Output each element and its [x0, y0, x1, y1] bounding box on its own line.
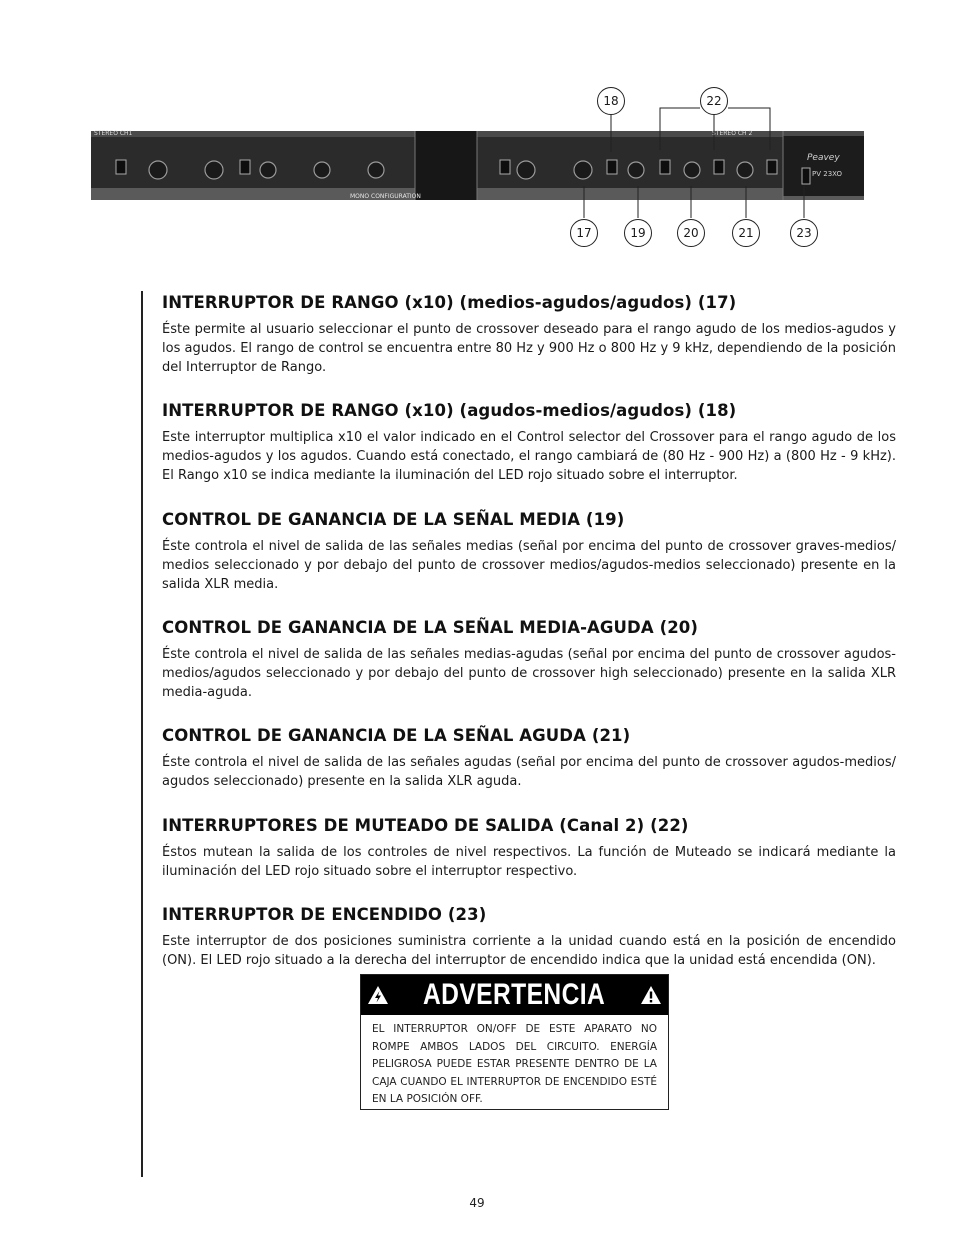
section-body: Este interruptor multiplica x10 el valor indicado en el Control selector del Crossover para el rango agudo de los medios-agudos y los agudos. Cuando está conectado, el rango cambiará de (80 Hz - 900 Hz) a (800 Hz - 9 kHz). El Rango x10 se indica mediante la iluminación del LED rojo situado sobre el interruptor.	[162, 430, 896, 483]
exclamation-warning-icon	[640, 985, 662, 1005]
warning-box	[360, 974, 669, 1110]
mute-switch-mid-high	[714, 160, 724, 174]
knob-ch2-high-level	[737, 162, 753, 178]
panel-brand-logo: Peavey	[807, 153, 840, 163]
section-heading: CONTROL DE GANANCIA DE LA SEÑAL MEDIA-AGUDA (20)	[162, 618, 699, 637]
knob-ch2-mid-high-level	[684, 162, 700, 178]
front-panel-figure	[0, 0, 954, 260]
knob-ch1-high-level	[368, 162, 384, 178]
warning-title: ADVERTENCIA	[423, 978, 606, 1011]
section-range-switch-17	[162, 293, 896, 377]
margin-rule	[141, 291, 143, 1177]
switch-ch1-x10	[240, 160, 250, 174]
section-body: Éste controla el nivel de salida de las señales medias (señal por encima del punto de crossover graves-medios/ medios seleccionado y por debajo del punto de crossover medios/agudos-medios seleccionado) presente en la salida XLR media.	[162, 539, 896, 592]
section-body: Este interruptor de dos posiciones suministra corriente a la unidad cuando está en la posición de encendido (ON). El LED rojo situado a la derecha del interruptor de encendido indica que la unidad está encendida (ON).	[162, 934, 896, 968]
section-body: Éste permite al usuario seleccionar el punto de crossover deseado para el rango agudo de los medios-agudos y los agudos. El rango de control se encuentra entre 80 Hz y 900 Hz o 800 Hz y 9 kHz, dependiendo de la posición del Interruptor de Rango.	[162, 322, 896, 375]
callout-19: 19	[624, 219, 652, 247]
range-x10-switch-18	[607, 160, 617, 174]
section-heading: CONTROL DE GANANCIA DE LA SEÑAL AGUDA (21)	[162, 726, 631, 745]
mute-switch-high	[767, 160, 777, 174]
warning-text: EL INTERRUPTOR ON/OFF DE ESTE APARATO NO ROMPE AMBOS LADOS DEL CIRCUITO. ENERGÍA PELIGROSA PUEDE ESTAR PRESENTE DENTRO DE LA CAJA CUANDO EL INTERRUPTOR DE ENCENDIDO ESTÉ EN LA POSICIÓN OFF.	[372, 1023, 657, 1105]
section-heading: INTERRUPTOR DE RANGO (x10) (medios-agudos/agudos) (17)	[162, 293, 737, 312]
panel-model-label: PV 23XO	[812, 170, 842, 178]
callout-17: 17	[570, 219, 598, 247]
section-heading: CONTROL DE GANANCIA DE LA SEÑAL MEDIA (19)	[162, 510, 625, 529]
callout-20: 20	[677, 219, 705, 247]
callout-18: 18	[597, 87, 625, 115]
knob-ch2-mid-level	[628, 162, 644, 178]
section-body: Éstos mutean la salida de los controles de nivel respectivos. La función de Muteado se indicará mediante la iluminación del LED rojo situado sobre el interruptor respectivo.	[162, 845, 896, 879]
warning-header	[361, 975, 668, 1015]
power-switch	[802, 168, 810, 184]
switch-ch2-range	[500, 160, 510, 174]
knob-ch1-crossover-high	[205, 161, 223, 179]
knob-ch1-crossover-low	[149, 161, 167, 179]
knob-ch2-crossover-low	[517, 161, 535, 179]
panel-label-mono-configuration: MONO CONFIGURATION	[350, 193, 421, 200]
section-mid-gain-19	[162, 510, 896, 594]
callout-22: 22	[700, 87, 728, 115]
section-heading: INTERRUPTORES DE MUTEADO DE SALIDA (Canal 2) (22)	[162, 816, 689, 835]
panel-label-stereo-ch2: STEREO CH 2	[712, 130, 753, 137]
callout-23: 23	[790, 219, 818, 247]
knob-ch1-low-level	[260, 162, 276, 178]
mute-switch-mid	[660, 160, 670, 174]
panel-label-stereo-ch1: STEREO CH1	[94, 130, 133, 137]
knob-ch2-crossover-mid	[574, 161, 592, 179]
knob-ch1-mid-level	[314, 162, 330, 178]
electric-shock-warning-icon	[367, 985, 389, 1005]
switch-ch1-range	[116, 160, 126, 174]
section-high-gain-21	[162, 726, 896, 791]
section-heading: INTERRUPTOR DE RANGO (x10) (agudos-medios/agudos) (18)	[162, 401, 737, 420]
page-number: 49	[469, 1196, 485, 1210]
section-mid-high-gain-20	[162, 618, 896, 702]
section-body: Éste controla el nivel de salida de las señales medias-agudas (señal por encima del punto de crossover agudos-medios/agudos seleccionado y por debajo del punto de crossover high seleccionado) presente en la salida XLR media-aguda.	[162, 647, 896, 700]
section-range-switch-18	[162, 401, 896, 485]
section-mute-switches-22	[162, 816, 896, 881]
section-power-switch-23	[162, 905, 896, 970]
section-heading: INTERRUPTOR DE ENCENDIDO (23)	[162, 905, 487, 924]
section-body: Éste controla el nivel de salida de las señales agudas (señal por encima del punto de crossover agudos-medios/ agudos seleccionado) presente en la salida XLR aguda.	[162, 755, 896, 789]
callout-21: 21	[732, 219, 760, 247]
